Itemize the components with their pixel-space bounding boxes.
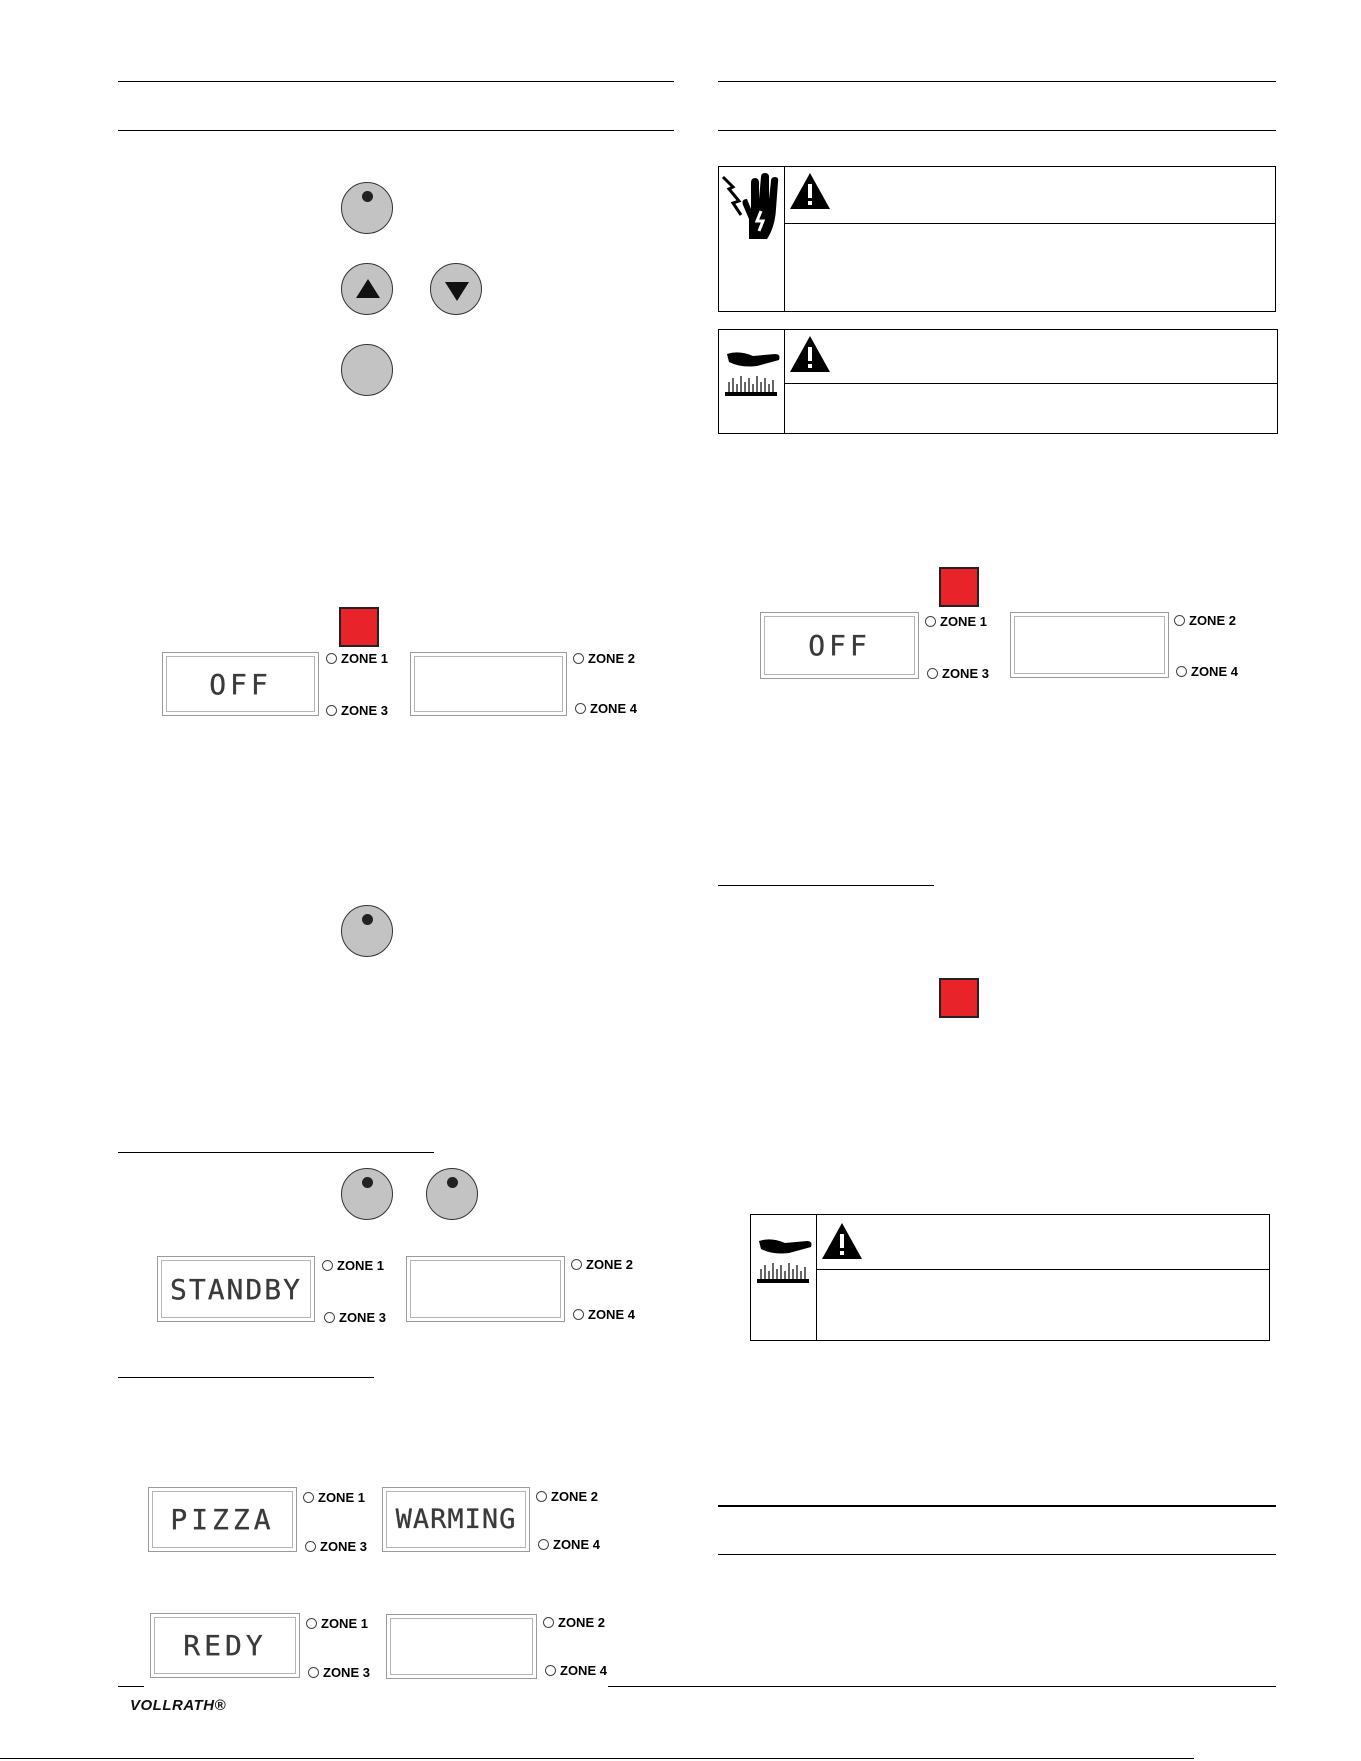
display-standby: STANDBY [157, 1256, 315, 1322]
display-pizza: PIZZA [148, 1487, 297, 1552]
burn-warning-box-2 [750, 1214, 1270, 1341]
display-zone-2-4 [386, 1614, 537, 1679]
down-button[interactable] [430, 263, 482, 315]
display-text: OFF [166, 656, 315, 712]
zone-led-icon [573, 1309, 584, 1320]
left-header-rule-bottom [118, 130, 674, 131]
footer-bottom-rule [0, 1758, 1194, 1759]
zone-led-icon [306, 1618, 317, 1629]
zone-2-indicator: ZONE 2 [573, 651, 635, 666]
hot-surface-icon [751, 1219, 815, 1289]
zone-led-icon [305, 1541, 316, 1552]
zone-led-icon [326, 653, 337, 664]
section-underline [118, 1152, 434, 1153]
zone-led-icon [324, 1312, 335, 1323]
footer-rule-left [118, 1686, 144, 1687]
arrow-down-icon [431, 264, 483, 316]
zone-3-indicator: ZONE 3 [308, 1665, 370, 1680]
warning-triangle-icon [788, 334, 832, 374]
blank-button[interactable] [341, 344, 393, 396]
warning-triangle-icon [820, 1221, 864, 1261]
display-zone-2-4 [410, 652, 567, 716]
zone-3-indicator: ZONE 3 [324, 1310, 386, 1325]
zone-led-icon [927, 668, 938, 679]
zone-3-indicator: ZONE 3 [927, 666, 989, 681]
footer-rule-right [608, 1686, 1276, 1687]
zone-2-indicator: ZONE 2 [571, 1257, 633, 1272]
shock-warning-box [718, 166, 1276, 312]
zone-led-icon [575, 703, 586, 714]
zone-led-icon [322, 1260, 333, 1271]
up-button[interactable] [341, 263, 393, 315]
burn-warning-box [718, 329, 1278, 434]
zone-4-indicator: ZONE 4 [573, 1307, 635, 1322]
zone-led-icon [538, 1539, 549, 1550]
zone-4-indicator: ZONE 4 [538, 1537, 600, 1552]
zone-1-indicator: ZONE 1 [303, 1490, 365, 1505]
zone-led-icon [571, 1259, 582, 1270]
zone-led-icon [543, 1617, 554, 1628]
power-button-2[interactable] [939, 978, 979, 1018]
zone-2-indicator: ZONE 2 [543, 1615, 605, 1630]
right-header-rule-top [718, 81, 1276, 82]
dot-button-right[interactable] [426, 1168, 478, 1220]
section-underline-right [718, 885, 934, 886]
zone-1-indicator: ZONE 1 [925, 614, 987, 629]
zone-2-indicator: ZONE 2 [1174, 613, 1236, 628]
display-zone-2-4 [1010, 612, 1169, 678]
zone-led-icon [536, 1491, 547, 1502]
display-warming: WARMING [382, 1487, 530, 1552]
zone-4-indicator: ZONE 4 [545, 1663, 607, 1678]
zone-1-indicator: ZONE 1 [306, 1616, 368, 1631]
dot-button[interactable] [341, 182, 393, 234]
zone-led-icon [1176, 666, 1187, 677]
zone-led-icon [326, 705, 337, 716]
zone-1-indicator: ZONE 1 [322, 1258, 384, 1273]
hot-surface-icon [719, 332, 783, 402]
zone-2-indicator: ZONE 2 [536, 1489, 598, 1504]
display-zone-1-3: OFF [760, 612, 919, 679]
dot-button-left[interactable] [341, 1168, 393, 1220]
power-button[interactable] [939, 567, 979, 607]
right-header-rule-bottom [718, 130, 1276, 131]
brand-logo: VOLLRATH® [130, 1697, 227, 1714]
right-section-rule-top [718, 1505, 1276, 1507]
display-zone-2-4 [406, 1256, 565, 1322]
display-redy: REDY [150, 1613, 300, 1678]
zone-led-icon [1174, 615, 1185, 626]
electric-shock-icon [719, 169, 783, 249]
zone-1-indicator: ZONE 1 [326, 651, 388, 666]
warning-triangle-icon [788, 171, 832, 211]
zone-3-indicator: ZONE 3 [305, 1539, 367, 1554]
zone-led-icon [545, 1665, 556, 1676]
zone-4-indicator: ZONE 4 [1176, 664, 1238, 679]
display-zone-1-3 [162, 652, 319, 716]
dot-button-2[interactable] [341, 905, 393, 957]
zone-4-indicator: ZONE 4 [575, 701, 637, 716]
right-section-rule-bottom [718, 1554, 1276, 1555]
section-underline-2 [118, 1377, 374, 1378]
zone-led-icon [573, 653, 584, 664]
left-header-rule-top [118, 81, 674, 82]
zone-led-icon [303, 1492, 314, 1503]
power-button[interactable] [339, 607, 379, 647]
zone-led-icon [308, 1667, 319, 1678]
zone-3-indicator: ZONE 3 [326, 703, 388, 718]
arrow-up-icon [342, 264, 394, 316]
zone-led-icon [925, 616, 936, 627]
